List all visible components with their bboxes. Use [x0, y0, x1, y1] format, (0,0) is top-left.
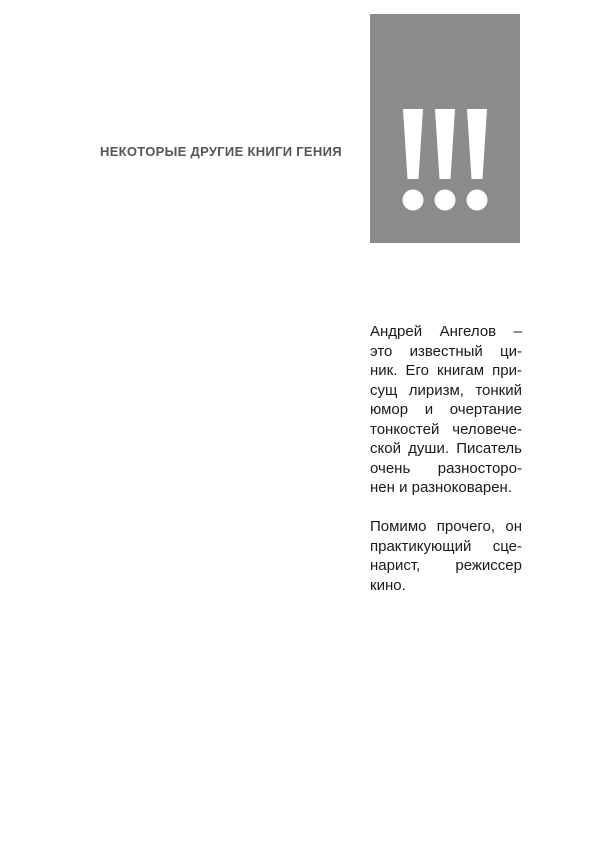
- text-line: нен и разноковарен.: [370, 479, 512, 496]
- text-line: кино.: [370, 576, 406, 594]
- paragraph: [370, 517, 522, 595]
- text-line: очень разносторо-: [370, 459, 522, 477]
- text-line: Помимо прочего, он: [370, 518, 522, 535]
- book-cover: [370, 14, 520, 243]
- section-heading: НЕКОТОРЫЕ ДРУГИЕ КНИГИ ГЕНИЯ: [100, 144, 342, 159]
- body-text: [370, 322, 522, 595]
- text-line: практикующий сце-: [370, 537, 522, 555]
- paragraph: [370, 322, 522, 498]
- text-line: ник. Его книгам при-: [370, 362, 522, 379]
- text-line: нарист, режиссер: [370, 557, 522, 574]
- text-line: тонкостей человече-: [370, 420, 522, 438]
- text-line: юмор и очертание: [370, 401, 522, 418]
- text-line: сущ лиризм, тонкий: [370, 381, 522, 399]
- text-line: это известный ци-: [370, 342, 522, 360]
- triple-exclamation-icon: [370, 14, 520, 243]
- text-line: ской души. Писатель: [370, 440, 522, 457]
- text-line: Андрей Ангелов –: [370, 323, 522, 340]
